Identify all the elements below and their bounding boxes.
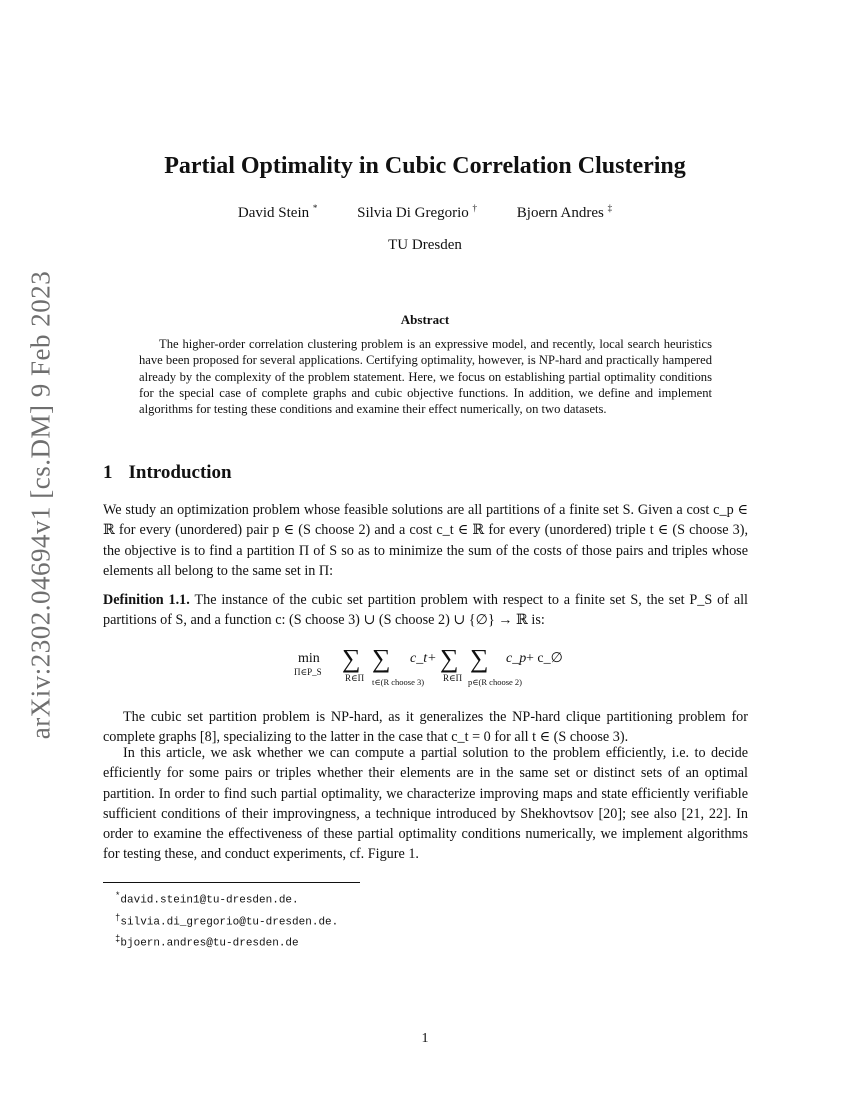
arxiv-identifier: arXiv:2302.04694v1 [cs.DM] 9 Feb 2023 <box>25 270 56 740</box>
formula-min-subscript: Π∈P_S <box>294 667 322 677</box>
footnote: ‡bjoern.andres@tu-dresden.de <box>115 934 299 950</box>
author: Bjoern Andres ‡ <box>516 203 613 221</box>
formula-p-subscript: p∈(R choose 2) <box>468 677 522 687</box>
formula-sum-3: ∑ <box>440 644 459 673</box>
formula-R-in-Pi-1: R∈Π <box>345 673 365 683</box>
author: David Stein * <box>237 203 318 221</box>
author-list <box>0 203 850 222</box>
formula-sum-1: ∑ <box>342 644 361 673</box>
formula-sum-2: ∑ <box>372 644 391 673</box>
abstract-body: The higher-order correlation clustering problem is an expressive model, and recently, local search heuristics have been proposed for several applications. Certifying optimality, however, is NP-hard and practically hampered already by the complexity of the problem statement. Here, we focus on establishing partial optimality conditions for the special case of complete graphs and cubic objective functions. In addition, we define and implement algorithms for testing these conditions and examine their effect numerically, on two datasets. <box>139 337 712 417</box>
footnote: †silvia.di_gregorio@tu-dresden.de. <box>115 912 339 929</box>
section-title: Introduction <box>128 462 232 483</box>
objective-formula <box>280 640 580 698</box>
arxiv-sidebar <box>16 265 66 745</box>
paper-title: Partial Optimality in Cubic Correlation Clustering <box>164 153 686 179</box>
formula-ct: c_t <box>410 651 428 666</box>
formula-plus: + <box>428 651 436 666</box>
author: Silvia Di Gregorio † <box>357 203 478 221</box>
intro-paragraph-3: In this article, we ask whether we can compute a partial solution to the problem efficiently, i.e. to decide efficiently for some pairs or triples whether their elements are in the same set or distinct sets of an optimal partition. In order to find such partial optimality, we characterize improving maps and state efficiently verifiable sufficient conditions of their improvingness, a technique introduced by Shekhovtsov [20]; see also [21, 22]. In order to examine the effectiveness of these partial optimality conditions numerically, we implement algorithms for testing these, and conduct experiments, cf. Figure 1. <box>103 745 748 863</box>
affiliation: TU Dresden <box>388 237 462 253</box>
formula-R-in-Pi-2: R∈Π <box>443 673 463 683</box>
footnote-rule <box>103 882 360 883</box>
definition-text: The instance of the cubic set partition problem with respect to a finite set S, the set P_S of all partitions of S, and a function c: (S choose 3) ∪ (S choose 2) ∪ {∅} → ℝ is: <box>103 592 748 629</box>
page-number: 1 <box>421 1031 429 1046</box>
intro-paragraph-1: We study an optimization problem whose feasible solutions are all partitions of a finite set S. Given a cost c_p ∈ ℝ for every (unordered) pair p ∈ (S choose 2) and a cost c_t ∈ ℝ for every (unordered) triple t ∈ (S choose 3), the objective is to find a partition Π of S so as to minimize the sum of the costs of those pairs and triples whose elements all belong to the same set in Π: <box>103 502 748 579</box>
formula-t-subscript: t∈(R choose 3) <box>372 677 425 687</box>
definition-block <box>103 590 748 631</box>
formula-min: min <box>298 651 320 666</box>
abstract-heading: Abstract <box>400 312 450 327</box>
formula-c-empty: + c_∅ <box>526 651 563 666</box>
section-heading <box>103 462 232 484</box>
formula-cp: c_p <box>506 651 527 666</box>
definition-label: Definition 1.1. <box>103 592 190 608</box>
intro-paragraph-2: The cubic set partition problem is NP-hard, as it generalizes the NP-hard clique partitioning problem for complete graphs [8], specializing to the latter in the case that c_t = 0 for all t ∈ (S choose 3). <box>103 709 748 746</box>
footnote: *david.stein1@tu-dresden.de. <box>115 891 299 907</box>
footnotes <box>115 888 338 953</box>
formula-sum-4: ∑ <box>470 644 489 673</box>
section-number: 1 <box>103 462 113 483</box>
